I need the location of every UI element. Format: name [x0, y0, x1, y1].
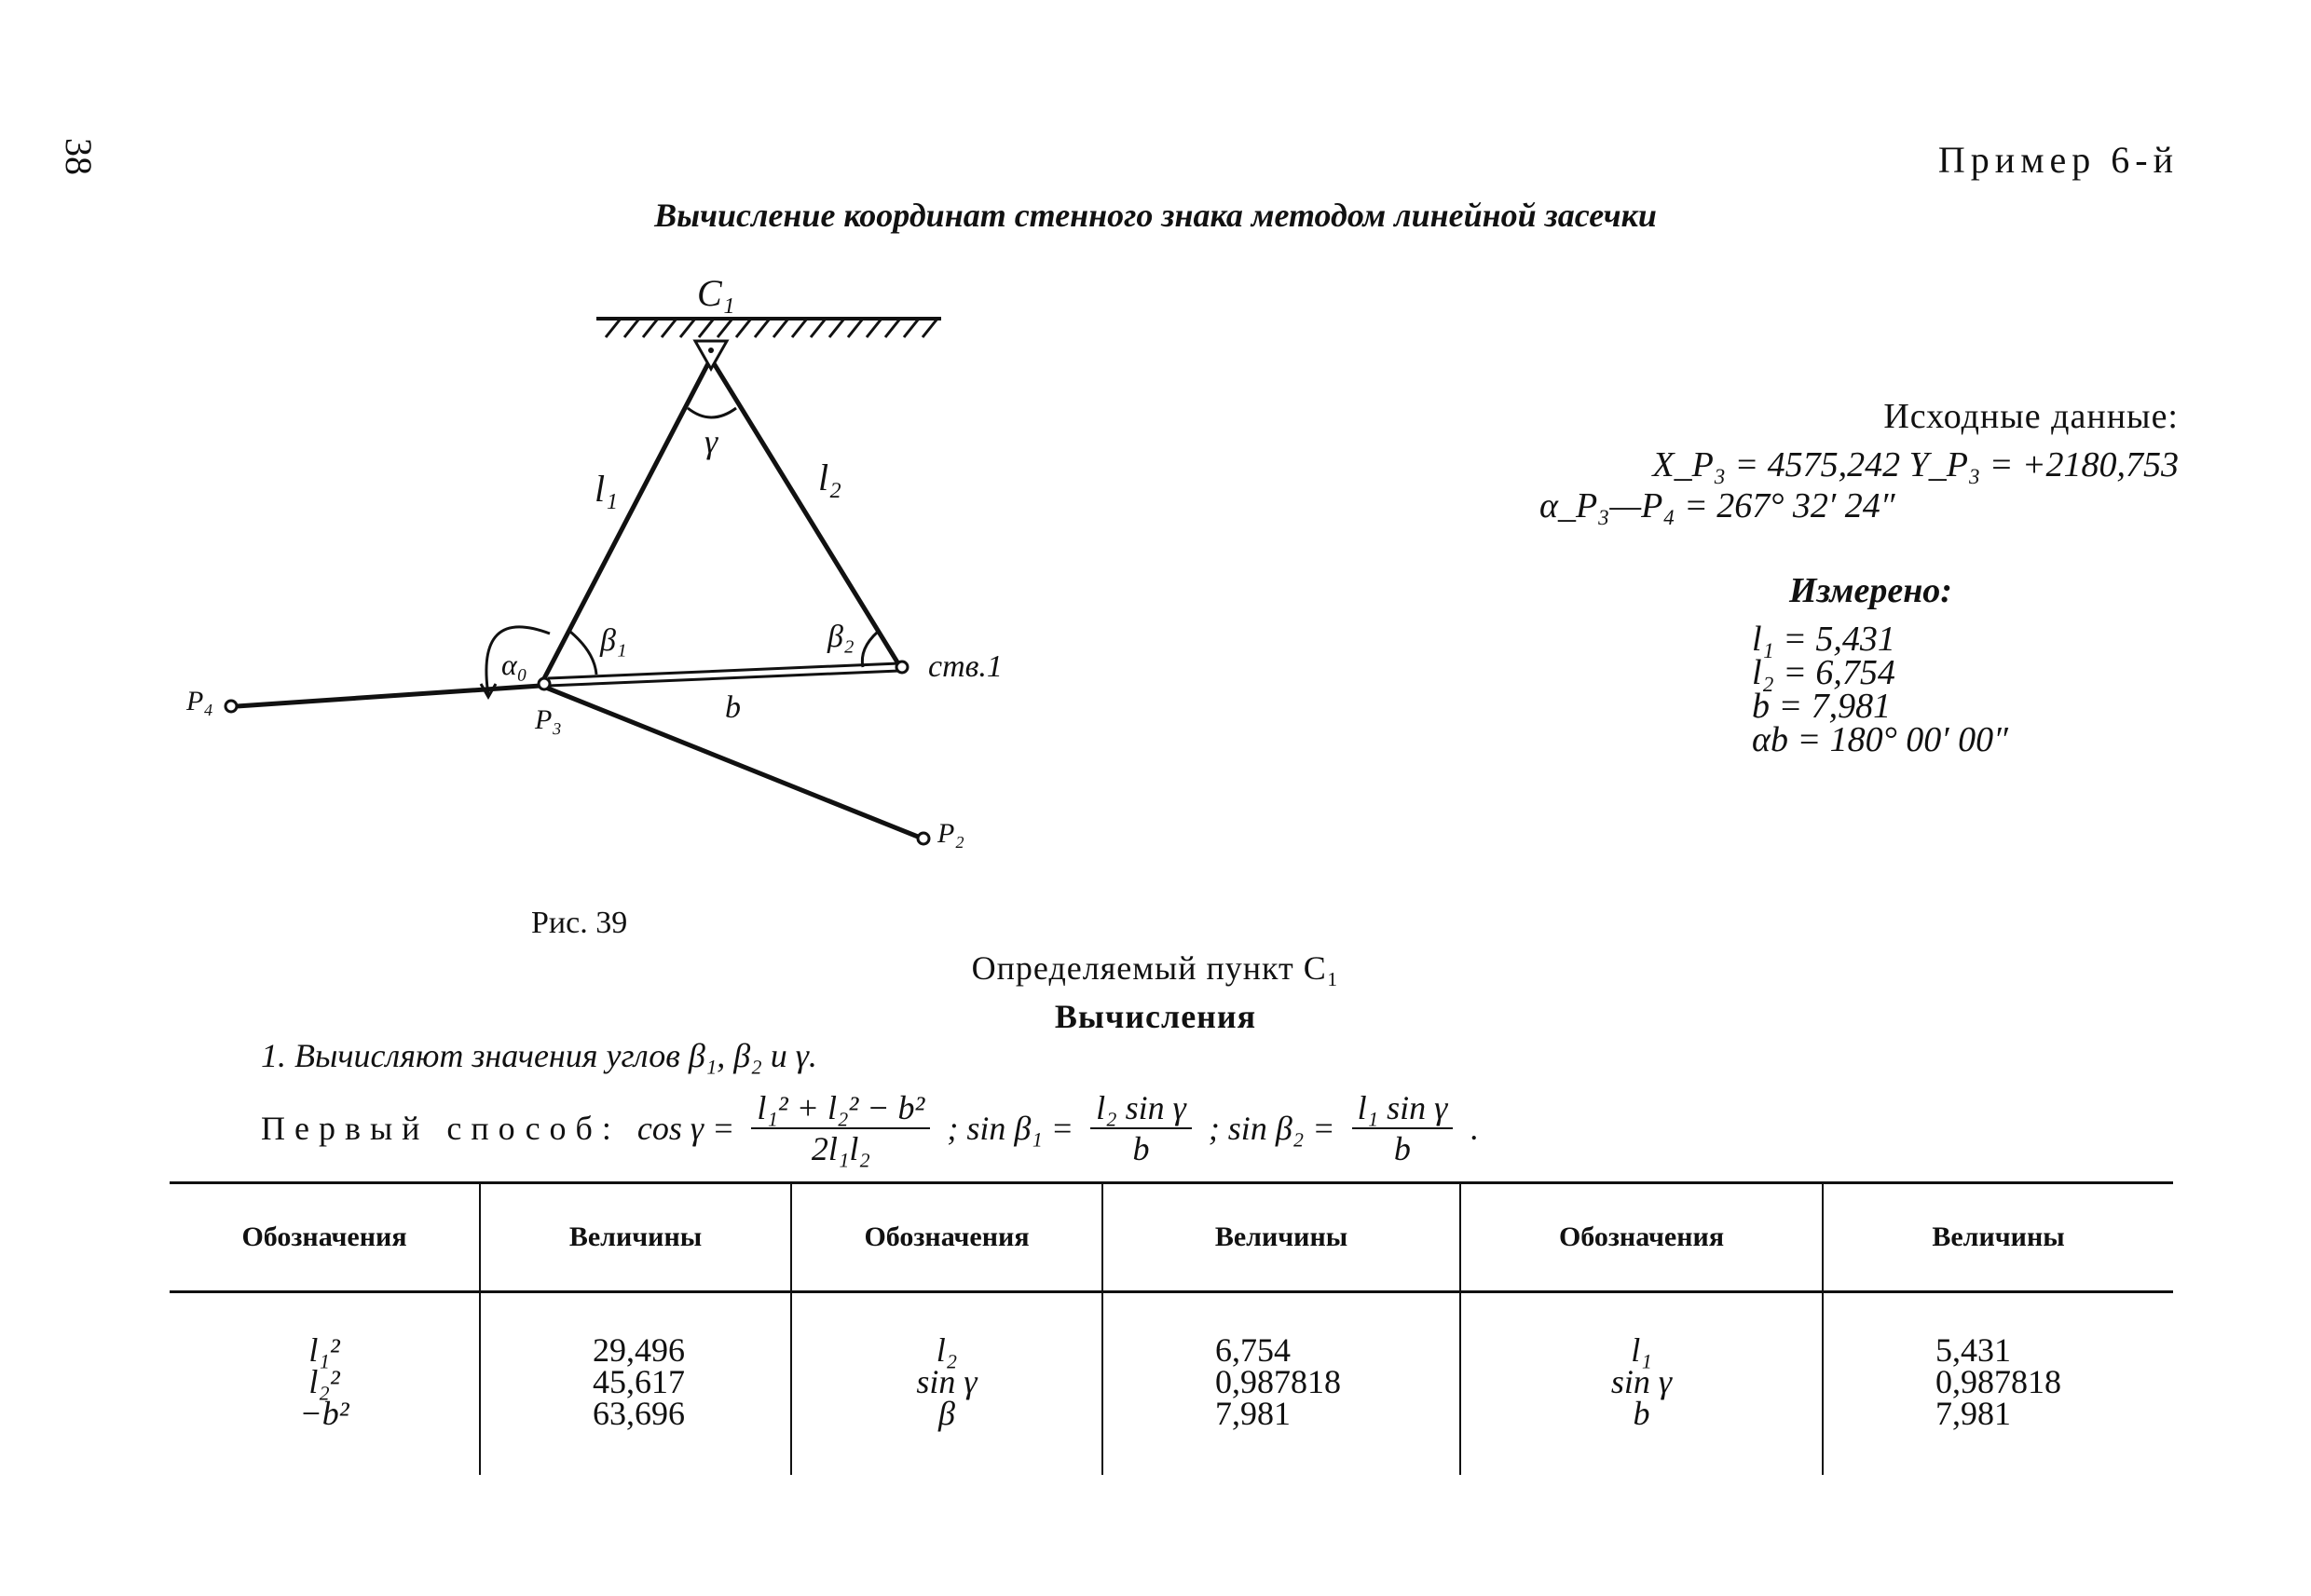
wall-hatching [606, 319, 937, 337]
table-cell-symbols-3: l₁ sin γ b [1460, 1292, 1823, 1476]
label-p4: P₄ [186, 686, 213, 716]
formula3-num: l₁ sin γ [1352, 1088, 1454, 1129]
page-title: Вычисление координат стенного знака методом линейной засечки [654, 197, 1657, 234]
formula2-left: ; sin β₁ = [947, 1110, 1074, 1147]
method-label: Первый способ: [261, 1110, 621, 1147]
formula1-left: cos γ = [636, 1110, 735, 1147]
calc-table [170, 1181, 2173, 1475]
base-b-bottom [548, 671, 899, 686]
label-p3: P₃ [535, 704, 562, 735]
measured-alpha-b: αb = 180° 00′ 00″ [1752, 720, 2008, 759]
measured-block [1752, 570, 2008, 757]
formula3-left: ; sin β₂ = [1208, 1110, 1335, 1147]
label-beta1: β₁ [600, 623, 627, 658]
table-cell-symbols-1: l₁² l₂² −b² [299, 1331, 349, 1432]
table-cell-values-3: 5,431 0,987818 7,981 [1823, 1292, 2173, 1476]
example-label: Пример 6-й [1937, 139, 2179, 181]
label-beta2: β₂ [827, 620, 855, 654]
label-gamma: γ [704, 423, 718, 460]
label-l1: l₁ [595, 468, 619, 510]
formula1-fraction [751, 1088, 930, 1168]
measured-l1: l₁ = 5,431 [1752, 620, 1895, 659]
source-data-heading: Исходные данные: [1883, 397, 2179, 436]
label-stv: ств.1 [928, 649, 1003, 684]
step-one: 1. Вычисляют значения углов β₁, β₂ и γ. [261, 1037, 817, 1074]
first-method-formulas [261, 1088, 1478, 1168]
arc-beta1 [570, 632, 596, 675]
measured-heading: Измерено: [1789, 571, 1952, 610]
wall-mark-point [708, 348, 714, 353]
label-b: b [725, 690, 741, 725]
base-b-top [548, 663, 899, 678]
table-header: Обозначения [791, 1183, 1102, 1292]
source-xy: X_P₃ = 4575,242 Y_P₃ = +2180,753 [1652, 445, 2179, 484]
table-header: Обозначения [1460, 1183, 1823, 1292]
arc-gamma [688, 408, 736, 417]
label-p2: P₂ [937, 818, 964, 849]
formula1-num: l₁² + l₂² − b² [751, 1088, 930, 1129]
page-number: 38 [58, 138, 100, 175]
source-alpha: α_P₃—P₄ = 267° 32′ 24″ [1539, 486, 1895, 525]
source-data-block [1526, 396, 2179, 526]
formula2-den: b [1132, 1130, 1150, 1167]
formula1-den: 2l₁l₂ [811, 1130, 870, 1167]
calculations-heading: Вычисления [1054, 998, 1257, 1035]
figure-diagram [140, 270, 1003, 885]
point-stv [896, 662, 908, 673]
formula3-fraction [1352, 1088, 1454, 1168]
table-cell-values-1: 29,496 45,617 63,696 [480, 1292, 791, 1476]
measured-l2: l₂ = 6,754 [1752, 653, 1895, 692]
line-p4-p3 [237, 686, 540, 706]
figure-caption: Рис. 39 [531, 906, 628, 940]
point-p2 [918, 833, 929, 844]
table-header: Величины [1102, 1183, 1460, 1292]
wall-mark-triangle [695, 341, 727, 369]
determined-point: Определяемый пункт C₁ [971, 949, 1340, 987]
point-p3 [539, 678, 550, 689]
table-cell-values-2: 6,754 0,987818 7,981 [1102, 1292, 1460, 1476]
measured-b: b = 7,981 [1752, 687, 1892, 726]
label-l2: l₂ [818, 457, 842, 498]
table-row [170, 1292, 2173, 1476]
arc-beta2 [862, 632, 878, 667]
formula-end: . [1470, 1110, 1479, 1147]
label-alpha0: α₀ [501, 648, 527, 681]
table-header: Величины [1823, 1183, 2173, 1292]
formula2-fraction [1090, 1088, 1192, 1168]
table-header: Обозначения [170, 1183, 480, 1292]
table-header: Величины [480, 1183, 791, 1292]
table-cell-symbols-2: l₂ sin γ β [791, 1292, 1102, 1476]
formula2-num: l₂ sin γ [1090, 1088, 1192, 1129]
label-c1: C₁ [697, 272, 735, 314]
formula3-den: b [1393, 1130, 1411, 1167]
side-l2 [714, 363, 899, 665]
point-p4 [226, 701, 237, 712]
table-header-row [170, 1183, 2173, 1292]
